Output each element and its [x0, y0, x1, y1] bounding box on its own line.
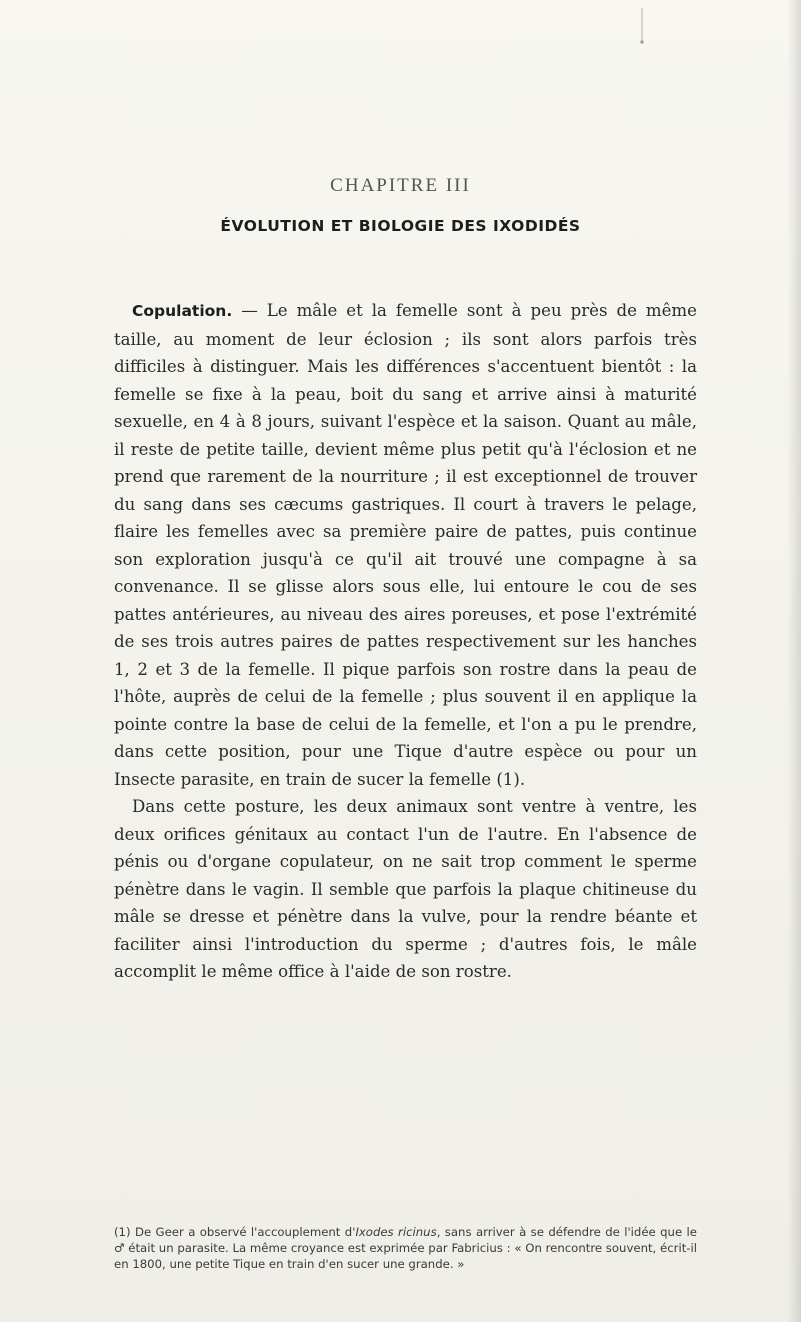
footnote	[114, 1224, 697, 1272]
footnote-text-part1: De Geer a observé l'accouplement d'	[134, 1225, 356, 1239]
paragraph-1-text: Le mâle et la femelle sont à peu près de même taille, au moment de leur éclosion ; ils sont alors parfois très difficiles à distinguer. Mais les différences s'accentuent bientôt : la femelle se fixe à la peau, boit du sang et arrive ainsi à maturité sexuelle, en 4 à 8 jours, suivant l'espèce et la saison. Quant au mâle, il reste de petite taille, devient même plus petit qu'à l'éclosion et ne prend que rarement de la nourriture ; il est exceptionnel de trouver du sang dans ses cæcums gastriques. Il court à travers le pelage, flaire les femelles avec sa première paire de pattes, puis continue son exploration jusqu'à ce qu'il ait trouvé une compagne à sa convenance. Il se glisse alors sous elle, lui entoure le cou de ses pattes antérieures, au niveau des aires poreuses, et pose l'extrémité de ses trois autres paires de pattes respectivement sur les hanches 1, 2 et 3 de la femelle. Il pique parfois son rostre dans la peau de l'hôte, auprès de celui de la femelle ; plus souvent il en applique la pointe contre la base de celui de la femelle, et l'on a pu le prendre, dans cette position, pour une Tique d'autre espèce ou pour un Insecte parasite, en train de sucer la femelle (1).	[114, 301, 697, 789]
paragraph-posture: Dans cette posture, les deux animaux sont ventre à ventre, les deux orifices génitaux au contact l'un de l'autre. En l'absence de pénis ou d'organe copulateur, on ne sait trop comment le sperme pénètre dans le vagin. Il semble que parfois la plaque chitineuse du mâle se dresse et pénètre dans la vulve, pour la rendre béante et faciliter ainsi l'introduction du sperme ; d'autres fois, le mâle accomplit le même office à l'aide de son rostre.	[114, 797, 697, 981]
section-dash: —	[232, 301, 267, 320]
chapter-title: ÉVOLUTION ET BIOLOGIE DES IXODIDÉS	[220, 217, 581, 235]
page-corner-mark	[633, 6, 651, 46]
footnote-marker: (1)	[114, 1225, 131, 1239]
footnote-text-part2: , sans arriver à se défendre de l'idée que le ♂ était un parasite. La même croyance est exprimée par Fabricius : « On rencontre souvent, écrit-il en 1800, une petite Tique en train d'en sucer une grande. »	[114, 1225, 697, 1271]
paragraph-copulation	[114, 297, 697, 793]
body-text	[114, 297, 697, 986]
footnote-species: Ixodes ricinus	[355, 1225, 437, 1239]
section-heading: Copulation.	[132, 302, 233, 320]
chapter-heading: CHAPITRE III	[330, 175, 471, 196]
